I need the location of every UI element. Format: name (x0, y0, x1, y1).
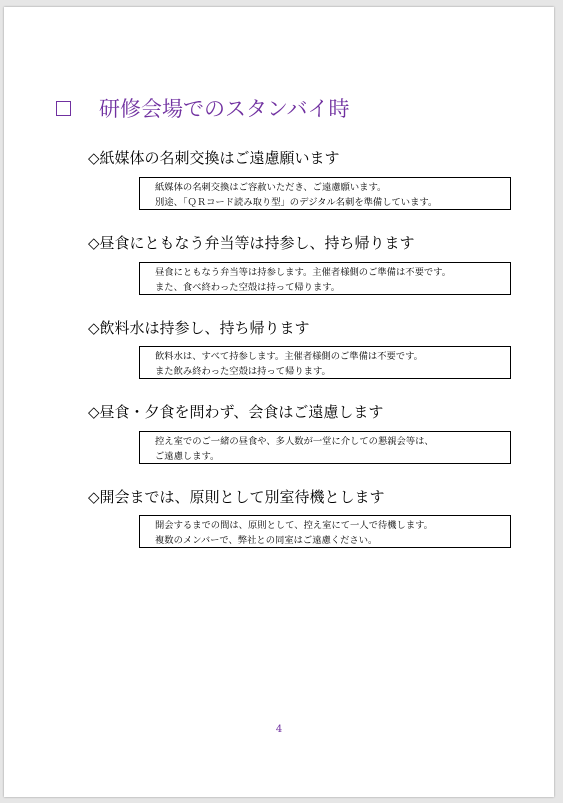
section-title-business-cards: ◇紙媒体の名刺交換はご遠慮願います (88, 149, 340, 167)
note-line: 開会するまでの間は、原則として、控え室にて一人で待機します。 (155, 520, 433, 531)
note-box-drinking-water (139, 346, 511, 379)
checkbox-square-icon (56, 101, 71, 116)
section-title-drinking-water: ◇飲料水は持参し、持ち帰ります (88, 319, 310, 337)
page-heading-text: 研修会場でのスタンバイ時 (99, 97, 350, 121)
page-number: 4 (275, 724, 283, 735)
note-line: また、食べ終わった空殻は持って帰ります。 (155, 282, 341, 293)
note-box-lunch (139, 262, 511, 295)
note-line: また飲み終わった空殻は持って帰ります。 (155, 366, 331, 377)
note-line: 飲料水は、すべて持参します。主催者様側のご準備は不要です。 (155, 351, 423, 362)
section-title-lunch: ◇昼食にともなう弁当等は持参し、持ち帰ります (88, 234, 415, 252)
section-title-waiting-room: ◇開会までは、原則として別室待機とします (88, 488, 385, 506)
note-line: 控え室でのご一緒の昼食や、多人数が一堂に介しての懇親会等は、 (155, 436, 434, 447)
document-page (4, 7, 554, 797)
section-title-dining: ◇昼食・夕食を問わず、会食はご遠慮します (88, 403, 384, 421)
note-line: ご遠慮します。 (155, 451, 220, 462)
note-line: 複数のメンバーで、弊社との同室はご遠慮ください。 (155, 535, 378, 546)
note-box-dining (139, 431, 511, 464)
note-box-waiting-room (139, 515, 511, 548)
note-line: 昼食にともなう弁当等は持参します。主催者様側のご準備は不要です。 (155, 267, 452, 278)
note-box-business-cards (139, 177, 511, 210)
note-line: 別途、「ＱＲコード読み取り型」のデジタル名刺を準備しています。 (155, 197, 438, 208)
page-heading (56, 93, 350, 123)
note-line: 紙媒体の名刺交換はご容赦いただき、ご遠慮願います。 (155, 182, 387, 193)
